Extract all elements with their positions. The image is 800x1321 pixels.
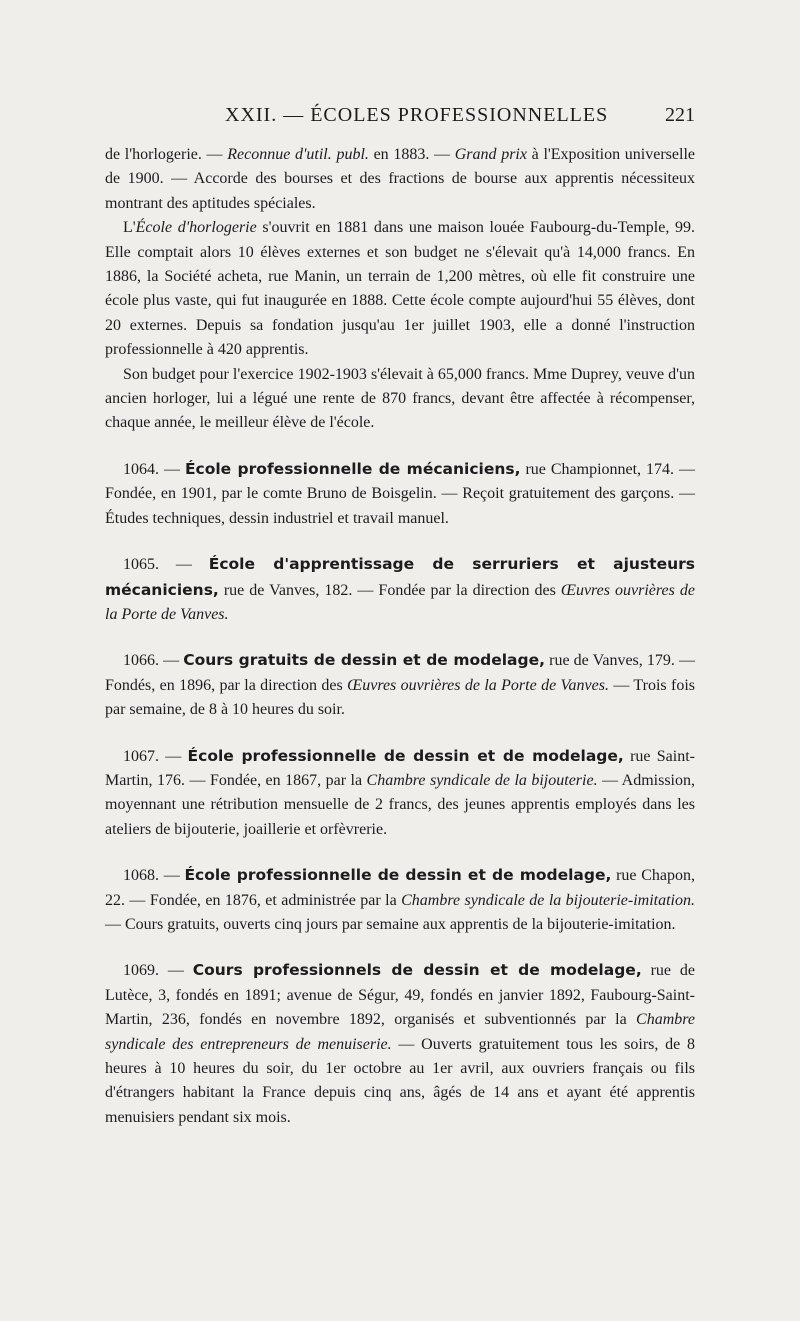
- entry-1065: [105, 552, 695, 627]
- entry-number: 1065. —: [123, 556, 209, 574]
- entry-1069: [105, 958, 695, 1130]
- text: en 1883. —: [368, 146, 455, 163]
- italic-text: Chambre syndicale des entrepreneurs de menuiserie.: [105, 1011, 695, 1053]
- running-title: XXII. — ÉCOLES PROFESSIONNELLES: [225, 104, 609, 126]
- intro-paragraph: [105, 143, 695, 216]
- entry-title: École professionnelle de dessin et de modelage,: [187, 746, 624, 765]
- text: à l'Exposition universelle de 1900. — Accorde des bourses et des fractions de bourse aux apprentis nécessiteux montrant des aptitudes spéciales.: [105, 146, 695, 212]
- text: s'ouvrit en 1881 dans une maison louée Faubourg-du-Temple, 99. Elle comptait alors 10 élèves externes et son budget ne s'élevait qu'à 14,000 francs. En 1886, la Société acheta, rue Manin, un terrain de 1,200 mètres, où elle fit construire une école plus vaste, qui fut inaugurée en 1888. Cette école compte aujourd'hui 55 élèves, dont 20 externes. Depuis sa fondation jusqu'au 1er juillet 1903, elle a donné l'instruction professionnelle à 420 apprentis.: [105, 219, 696, 359]
- entry-number: 1069. —: [123, 962, 193, 980]
- italic-text: Œuvres ouvrières de la Porte de Vanves.: [105, 581, 695, 623]
- entry-1066: [105, 648, 695, 722]
- entry-text: rue Saint-Martin, 176. — Fondée, en 1867, par la: [105, 747, 696, 789]
- entry-text: — Ouverts gratuitement tous les soirs, de 8 heures à 10 heures du soir, du 1er octobre au 1er avril, aux ouvriers français ou fils d'étrangers habitant la France depuis cinq ans, âgés de 14 ans et ayant été apprentis menuisiers pendant six mois.: [105, 1035, 695, 1126]
- intro-paragraph: Son budget pour l'exercice 1902-1903 s'élevait à 65,000 francs. Mme Duprey, veuve d'un ancien horloger, lui a légué une rente de 870 francs, devant être affectée à récompenser, chaque année, le meilleur élève de l'école.: [105, 365, 695, 432]
- italic-text: Grand prix: [454, 146, 527, 163]
- entry-text: rue de Vanves, 179. — Fondés, en 1896, par la direction des: [105, 652, 695, 694]
- page-header: [105, 104, 695, 134]
- italic-text: École d'horlogerie: [135, 219, 257, 237]
- entry-number: 1068. —: [123, 867, 185, 885]
- entry-number: 1064. —: [123, 460, 185, 478]
- entry-1067: [105, 744, 695, 843]
- page-body: [105, 143, 695, 1130]
- entry-text: — Cours gratuits, ouverts cinq jours par semaine aux apprentis de la bijouterie-imitation.: [105, 915, 676, 933]
- entry-title: École professionnelle de dessin et de modelage,: [184, 866, 612, 885]
- entry-title: École d'apprentissage de serruriers et ajusteurs mécaniciens,: [105, 555, 695, 599]
- text: L': [123, 219, 136, 237]
- entry-1064: [105, 457, 695, 531]
- intro-paragraph: [105, 216, 695, 362]
- entry-text: rue de Vanves, 182. — Fondée par la direction des: [218, 581, 561, 599]
- entry-text: — Trois fois par semaine, de 8 à 10 heures du soir.: [105, 676, 696, 719]
- entry-1068: [105, 863, 695, 937]
- entry-text: rue de Lutèce, 3, fondés en 1891; avenue de Ségur, 49, fondés en janvier 1892, Faubourg-Saint-Martin, 236, fondés en novembre 1892, organisés et subventionnés par la: [105, 962, 695, 1029]
- italic-text: Reconnue d'util. publ.: [227, 146, 369, 163]
- entry-text: — Admission, moyennant une rétribution mensuelle de 2 francs, des jeunes apprentis employés dans les ateliers de bijouterie, joaillerie et orfèvrerie.: [105, 771, 695, 838]
- entry-title: Cours gratuits de dessin et de modelage,: [183, 651, 545, 670]
- entry-text: rue Chapon, 22. — Fondée, en 1876, et administrée par la: [105, 867, 696, 909]
- text: de l'horlogerie. —: [105, 146, 228, 163]
- italic-text: Œuvres ouvrières de la Porte de Vanves.: [347, 676, 609, 694]
- entry-number: 1067. —: [123, 747, 188, 765]
- entry-text: rue Championnet, 174. — Fondée, en 1901, par le comte Bruno de Boisgelin. — Reçoit gratuitement des garçons. — Études techniques, dessin industriel et travail manuel.: [105, 460, 695, 527]
- entry-title: École professionnelle de mécaniciens,: [184, 459, 521, 478]
- entry-title: Cours professionnels de dessin et de modelage,: [192, 961, 642, 980]
- italic-text: Chambre syndicale de la bijouterie-imitation.: [401, 891, 695, 909]
- page-number: 221: [665, 104, 695, 126]
- italic-text: Chambre syndicale de la bijouterie.: [366, 771, 598, 789]
- entry-number: 1066. —: [123, 652, 184, 670]
